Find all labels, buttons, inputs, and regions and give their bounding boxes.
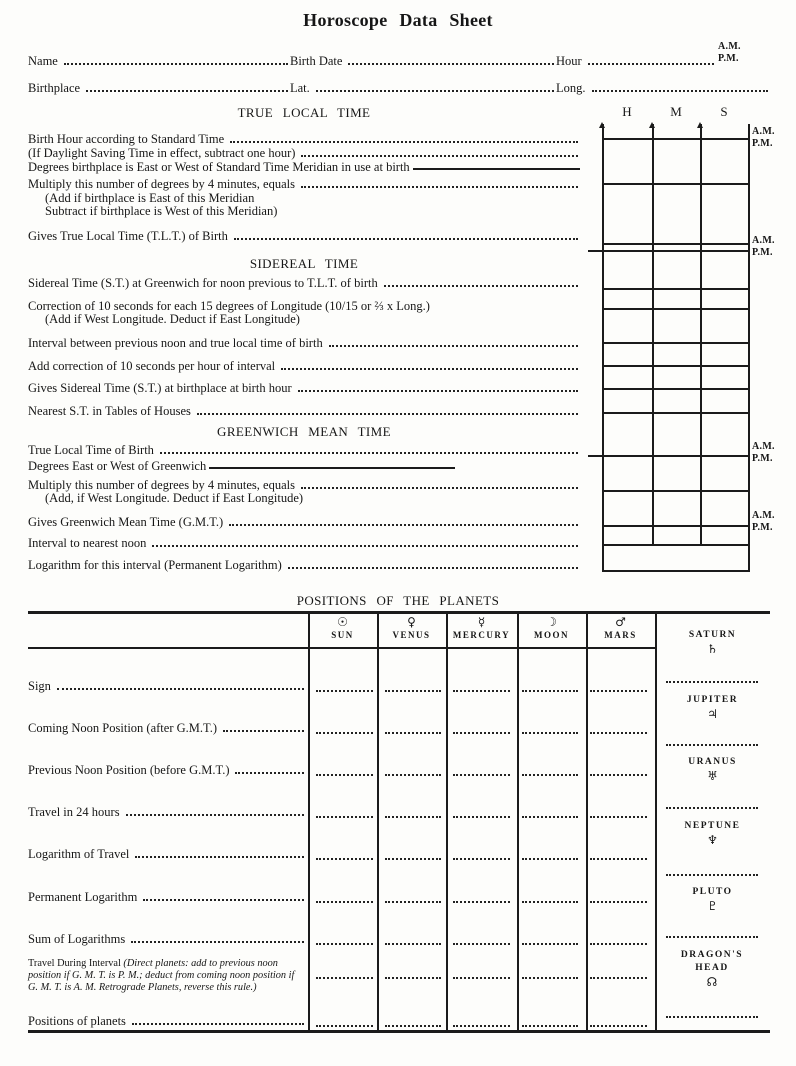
form-row-label: Logarithm for this interval (Permanent Logarithm) bbox=[28, 558, 282, 572]
section-heading-positions-of-planets: POSITIONS OF THE PLANETS bbox=[296, 593, 500, 608]
uranus-symbol: ♅ bbox=[707, 769, 718, 783]
solid-blank bbox=[209, 467, 455, 469]
jupiter-symbol: ♃ bbox=[707, 707, 718, 721]
entry-cells-row bbox=[310, 1014, 653, 1027]
saturn-symbol: ♄ bbox=[707, 642, 718, 656]
grid-hline bbox=[602, 243, 750, 245]
name-blank bbox=[64, 63, 288, 65]
planet-row-label: Travel in 24 hours bbox=[28, 805, 120, 819]
dotted-blank bbox=[135, 856, 304, 858]
outer-planet-pluto: PLUTO ♇ bbox=[655, 886, 770, 913]
form-row-label: Gives True Local Time (T.L.T.) of Birth bbox=[28, 229, 228, 243]
entry-cells-row bbox=[310, 721, 653, 734]
dotted-blank bbox=[132, 1023, 304, 1025]
outer-planet-dragons-head: DRAGON'S HEAD ☊ bbox=[672, 949, 752, 989]
form-row-label: Nearest S.T. in Tables of Houses bbox=[28, 404, 191, 418]
grid-col-h: H bbox=[622, 104, 632, 119]
entry-cells-row bbox=[310, 679, 653, 692]
planet-col-sun: ☉ SUN bbox=[308, 615, 377, 642]
entry-cells-row bbox=[310, 805, 653, 818]
grid-hline bbox=[602, 388, 750, 390]
lat-blank bbox=[316, 90, 554, 92]
planet-row-label: Permanent Logarithm bbox=[28, 890, 138, 904]
dotted-blank bbox=[301, 186, 578, 188]
section-heading-true-local-time: TRUE LOCAL TIME bbox=[237, 105, 371, 120]
planet-row-label: Sign bbox=[28, 679, 51, 693]
planet-row-label: Sum of Logarithms bbox=[28, 932, 126, 946]
form-row-label: True Local Time of Birth bbox=[28, 443, 154, 457]
mars-symbol: ♂ bbox=[615, 615, 626, 629]
grid-vline bbox=[652, 124, 654, 544]
dotted-blank bbox=[197, 413, 578, 415]
am-label: A.M. bbox=[718, 41, 741, 52]
dotted-blank bbox=[152, 545, 578, 547]
entry-cells-row bbox=[310, 966, 653, 979]
form-row-label: Degrees East or West of Greenwich bbox=[28, 459, 207, 473]
venus-symbol: ♀ bbox=[407, 615, 416, 629]
grid-vline bbox=[602, 124, 604, 572]
planet-row-label: Logarithm of Travel bbox=[28, 847, 130, 861]
dotted-blank bbox=[235, 772, 304, 774]
form-row-label: (Add if birthplace is East of this Meridian bbox=[45, 191, 255, 205]
dotted-blank bbox=[57, 688, 304, 690]
grid-hline bbox=[602, 183, 750, 185]
dotted-blank bbox=[143, 899, 304, 901]
grid-hline bbox=[588, 455, 750, 457]
page-title: Horoscope Data Sheet bbox=[303, 10, 493, 30]
grid-ampm: A.M. P.M. bbox=[752, 441, 775, 464]
grid-col-m: M bbox=[670, 104, 682, 119]
pm-label: P.M. bbox=[718, 53, 739, 64]
form-row-label: (Add if West Longitude. Deduct if East Longitude) bbox=[45, 312, 300, 326]
hour-label: Hour bbox=[556, 54, 582, 68]
planet-row-label: Previous Noon Position (before G.M.T.) bbox=[28, 763, 230, 777]
neptune-symbol: ♆ bbox=[707, 833, 718, 847]
form-row-label: Add correction of 10 seconds per hour of interval bbox=[28, 359, 276, 373]
travel-during-interval-note: Travel During Interval (Direct planets: add to previous noon position if G. M. T. is P. M.; deduct from coming noon position if G. M. T. is A. M. Retrograde Planets, reverse this rule.) bbox=[28, 958, 295, 993]
entry-cells-row bbox=[310, 847, 653, 860]
form-row-label: Birth Hour according to Standard Time bbox=[28, 132, 225, 146]
outer-dotted-blank bbox=[666, 801, 758, 809]
dotted-blank bbox=[288, 567, 578, 569]
dotted-blank bbox=[131, 941, 304, 943]
dotted-blank bbox=[384, 285, 578, 287]
grid-hline bbox=[602, 544, 750, 546]
planet-col-moon: ☽ MOON bbox=[517, 615, 586, 642]
form-row-label: (If Daylight Saving Time in effect, subtract one hour) bbox=[28, 146, 296, 160]
section-heading-greenwich-mean-time: GREENWICH MEAN TIME bbox=[217, 424, 391, 439]
hour-ampm-labels bbox=[718, 41, 741, 65]
dotted-blank bbox=[298, 390, 578, 392]
grid-hline bbox=[602, 490, 750, 492]
outer-dotted-blank bbox=[666, 738, 758, 746]
grid-hline bbox=[602, 525, 750, 527]
form-row-label: Interval to nearest noon bbox=[28, 536, 147, 550]
grid-ampm: A.M. P.M. bbox=[752, 126, 775, 149]
hour-blank bbox=[588, 63, 714, 65]
form-row-label: Interval between previous noon and true local time of birth bbox=[28, 336, 323, 350]
entry-cells-row bbox=[310, 932, 653, 945]
grid-hline bbox=[602, 570, 750, 572]
planet-row-label: Coming Noon Position (after G.M.T.) bbox=[28, 721, 217, 735]
moon-symbol: ☽ bbox=[546, 615, 557, 629]
table-bottom-rule bbox=[28, 1030, 770, 1033]
grid-ampm: A.M. P.M. bbox=[752, 235, 775, 258]
planet-col-mercury: ☿ MERCURY bbox=[446, 615, 517, 642]
grid-vline bbox=[748, 124, 750, 572]
dotted-blank bbox=[281, 368, 578, 370]
sun-symbol: ☉ bbox=[337, 615, 348, 629]
dotted-blank bbox=[230, 141, 578, 143]
form-row-label: Gives Sidereal Time (S.T.) at birthplace at birth hour bbox=[28, 381, 292, 395]
birth-date-label: Birth Date bbox=[290, 54, 343, 68]
lat-label: Lat. bbox=[290, 81, 310, 95]
dotted-blank bbox=[301, 487, 578, 489]
table-top-rule bbox=[28, 611, 770, 614]
grid-hline bbox=[602, 365, 750, 367]
dotted-blank bbox=[223, 730, 304, 732]
form-row-label: (Add, if West Longitude. Deduct if East Longitude) bbox=[45, 491, 304, 505]
dotted-blank bbox=[234, 238, 578, 240]
grid-hline bbox=[602, 412, 750, 414]
outer-planet-uranus: URANUS ♅ bbox=[655, 756, 770, 783]
form-row-label: Degrees birthplace is East or West of Standard Time Meridian in use at birth bbox=[28, 160, 410, 174]
outer-dotted-blank bbox=[666, 675, 758, 683]
dotted-blank bbox=[126, 814, 304, 816]
grid-hline bbox=[602, 342, 750, 344]
dotted-blank bbox=[160, 452, 578, 454]
grid-hline bbox=[588, 250, 750, 252]
mercury-symbol: ☿ bbox=[477, 615, 486, 629]
entry-cells-row bbox=[310, 763, 653, 776]
grid-hline bbox=[602, 288, 750, 290]
long-blank bbox=[592, 90, 768, 92]
outer-dotted-blank bbox=[666, 930, 758, 938]
outer-planet-saturn: SATURN ♄ bbox=[655, 629, 770, 656]
dotted-blank bbox=[301, 155, 578, 157]
grid-vline bbox=[700, 124, 702, 544]
form-row-label: Multiply this number of degrees by 4 minutes, equals bbox=[28, 478, 295, 492]
pluto-symbol: ♇ bbox=[707, 899, 718, 913]
form-row-label: Multiply this number of degrees by 4 minutes, equals bbox=[28, 177, 295, 191]
grid-col-s: S bbox=[720, 104, 728, 119]
dragons-head-symbol: ☊ bbox=[706, 975, 718, 989]
outer-dotted-blank bbox=[666, 868, 758, 876]
form-row-label: Subtract if birthplace is West of this Meridian) bbox=[45, 204, 278, 218]
outer-dotted-blank bbox=[666, 1010, 758, 1018]
grid-hline bbox=[602, 308, 750, 310]
entry-cells-row bbox=[310, 890, 653, 903]
dotted-blank bbox=[229, 524, 578, 526]
planet-col-venus: ♀ VENUS bbox=[377, 615, 446, 642]
grid-hline bbox=[602, 138, 750, 140]
outer-planet-jupiter: JUPITER ♃ bbox=[655, 694, 770, 721]
table-header-rule bbox=[28, 647, 655, 649]
solid-blank bbox=[413, 168, 580, 170]
planet-row-label: Positions of planets bbox=[28, 1014, 126, 1028]
header-row-2 bbox=[28, 81, 770, 95]
birth-date-blank bbox=[348, 63, 554, 65]
form-row-label: Sidereal Time (S.T.) at Greenwich for noon previous to T.L.T. of birth bbox=[28, 276, 378, 290]
name-label: Name bbox=[28, 54, 58, 68]
dotted-blank bbox=[329, 345, 578, 347]
birthplace-label: Birthplace bbox=[28, 81, 81, 95]
header-row-1 bbox=[28, 54, 716, 68]
section-heading-sidereal-time: SIDEREAL TIME bbox=[249, 256, 359, 271]
outer-planet-neptune: NEPTUNE ♆ bbox=[655, 820, 770, 847]
birthplace-blank bbox=[86, 90, 288, 92]
long-label: Long. bbox=[556, 81, 586, 95]
form-row-label: Gives Greenwich Mean Time (G.M.T.) bbox=[28, 515, 224, 529]
planet-col-mars: ♂ MARS bbox=[586, 615, 655, 642]
grid-ampm: A.M. P.M. bbox=[752, 510, 775, 533]
form-row-label: Correction of 10 seconds for each 15 degrees of Longitude (10/15 or ⅔ x Long.) bbox=[28, 299, 430, 313]
